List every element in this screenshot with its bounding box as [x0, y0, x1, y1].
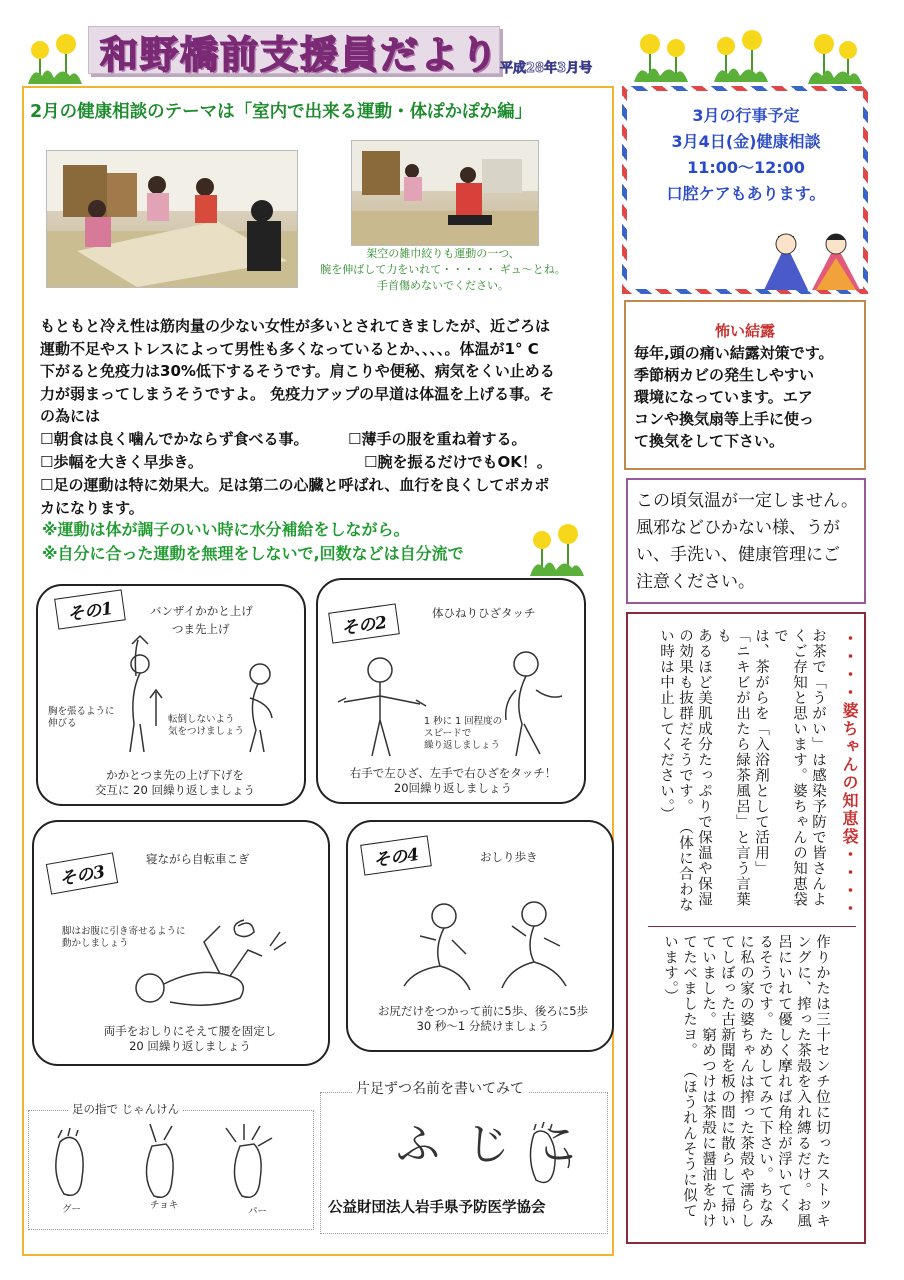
- exercise-subtitle: つま先上げ: [172, 622, 230, 636]
- tip-item: ☐歩幅を大きく早歩き。: [40, 453, 203, 471]
- condensation-text: 毎年,頭の痛い結露対策です。 季節柄カビの発生しやすい 環境になっています。エア コンや換気扇等上手に使っ て換気をして下さい。: [634, 344, 834, 450]
- feet-illustration: [40, 1122, 300, 1202]
- exercise-title: 寝ながら自転車こぎ: [146, 852, 250, 866]
- exercise-note: 胸を張るように 伸びる: [48, 706, 115, 729]
- exercise-instruction: 右手で左ひざ、左手で右ひざをタッチ！ 20回繰り返しましょう: [349, 766, 557, 795]
- health-theme-heading: 2月の健康相談のテーマは「室内で出来る運動・体ぽかぽか編」: [30, 102, 533, 122]
- grandma-tips-lower: 作りかたは三十センチ位に切ったストッキ ングに、搾った茶殻を入れ縛るだけ。お風 呂にいれて優しく摩れば角栓が浮いてく るそうです。ためしてみて下さい。ちなみ に私の家の婆ちゃんは搾った茶殻や濡らし てしぼった古新聞を板の間に散らして掃い ていました。窮めつけは茶殻に醤油をかけ てたべましたヨ。 （ほうれんそうに似て います。）: [662, 934, 830, 1229]
- note-line: ※運動は体が調子のいい時に水分補給をしながら。: [42, 520, 410, 539]
- exercise-title: バンザイかかと上げ: [150, 604, 253, 618]
- exercise-title: 体ひねりひざタッチ: [432, 606, 536, 620]
- event-time: 11:00～12:00: [687, 158, 805, 177]
- note-line: ※自分に合った運動を無理をしないで,回数などは自分流で: [42, 544, 464, 563]
- name-writing-title: 片足ずつ名前を書いてみて: [352, 1082, 528, 1097]
- exercise-tag: その3: [46, 852, 118, 894]
- toe-janken-title: 足の指で じゃんけん: [68, 1102, 183, 1117]
- exercise-tag: その2: [328, 603, 399, 643]
- exercise-photo: [351, 140, 539, 246]
- exercise-instruction: お尻だけをつかって前に5歩、後ろに5歩 30 秒～1 分続けましょう: [377, 1004, 589, 1033]
- event-title: 3月の行事予定: [692, 106, 800, 125]
- dandelion-icon: [800, 26, 870, 86]
- grandma-tips-upper: お茶で「うがい」は感染予防で皆さんよ くご存知と思います。婆ちゃんの知恵袋で は、茶がらを「入浴剤として活用」 「ニキビが出たら緑茶風呂」と言う言葉も あるほど美肌成分たっぷりで保温や保湿 の効果も抜群だそうです。 （体に合わな い時は中止してください。）: [658, 628, 826, 913]
- tip-item: ☐腕を振るだけでもOK！。: [364, 453, 552, 471]
- dandelion-icon: [522, 518, 592, 578]
- newsletter-title: 和野橋前支援員だより: [100, 33, 501, 77]
- exercise-note: 脚はお腹に引き寄せるように 動かしましょう: [62, 926, 186, 949]
- dandelion-icon: [706, 24, 776, 84]
- foot-label-rock: グー: [62, 1204, 82, 1215]
- consultation-photo: [46, 150, 298, 288]
- foot-icon: [514, 1118, 584, 1188]
- exercise-tag: その4: [360, 835, 431, 875]
- cycling-illustration: [120, 906, 320, 1016]
- dandelion-icon: [626, 24, 696, 84]
- issue-date: 平成28年3月号: [500, 61, 593, 76]
- foot-text: ☐足の運動は特に効果大。足は第二の心臓と呼ばれ、血行を良くしてポカポ カになります。: [40, 476, 550, 517]
- tip-item: ☐朝食は良く噛んでかならず食べる事。: [40, 430, 309, 448]
- event-date: 3月4日(金)健康相談: [671, 132, 821, 151]
- organization-name: 公益財団法人岩手県予防医学協会: [328, 1200, 546, 1216]
- foot-label-scissors: チョキ: [150, 1200, 179, 1211]
- foot-label-paper: パー: [248, 1206, 268, 1217]
- dandelion-icon: [20, 26, 90, 86]
- exercise-note: 転倒しないよう 気をつけましょう: [168, 714, 245, 737]
- hina-dolls-icon: [760, 214, 864, 290]
- season-note-text: この頃気温が一定しません。 風邪などひかない様、うが い、手洗い、健康管理にご 注意ください。: [636, 491, 859, 592]
- exercise-title: おしり歩き: [480, 850, 538, 864]
- event-note: 口腔ケアもあります。: [666, 184, 826, 203]
- grandma-tips-heading: ・・・・婆ちゃんの知恵袋・・・・: [840, 630, 859, 918]
- exercise-instruction: かかとつま先の上げ下げを 交互に 20 回繰り返しましょう: [95, 768, 255, 797]
- exercise-tag: その1: [54, 589, 125, 629]
- photo-caption: 架空の雑巾絞りも運動の一つ、 腕を伸ばして力をいれて・・・・・ ギュ～とね。 手首傷めないでください。: [320, 247, 566, 292]
- condensation-title: 怖い結露: [714, 322, 775, 340]
- exercise-note: 1 秒に 1 回程度の スピードで 繰り返しましょう: [424, 716, 503, 751]
- name-writing-sample: ふじこ: [396, 1119, 606, 1170]
- hip-walk-illustration: [384, 896, 584, 996]
- exercise-instruction: 両手をおしりにそえて腰を固定し 20 回繰り返しましょう: [103, 1024, 277, 1053]
- tip-item: ☐薄手の服を重ね着する。: [348, 430, 527, 448]
- divider: [648, 926, 856, 927]
- health-body-text: もともと冷え性は筋肉量の少ない女性が多いとされてきましたが、近ごろは 運動不足やストレスによって男性も多くなっているとか、、、、。体温が1° C 下がると免疫力は30%低下するそうです。肩こりや便秘、病気をくい止める 力が弱まってしまうそうですよ。 免疫力アップの早道は体温を上げる事。そ の為には: [40, 317, 555, 425]
